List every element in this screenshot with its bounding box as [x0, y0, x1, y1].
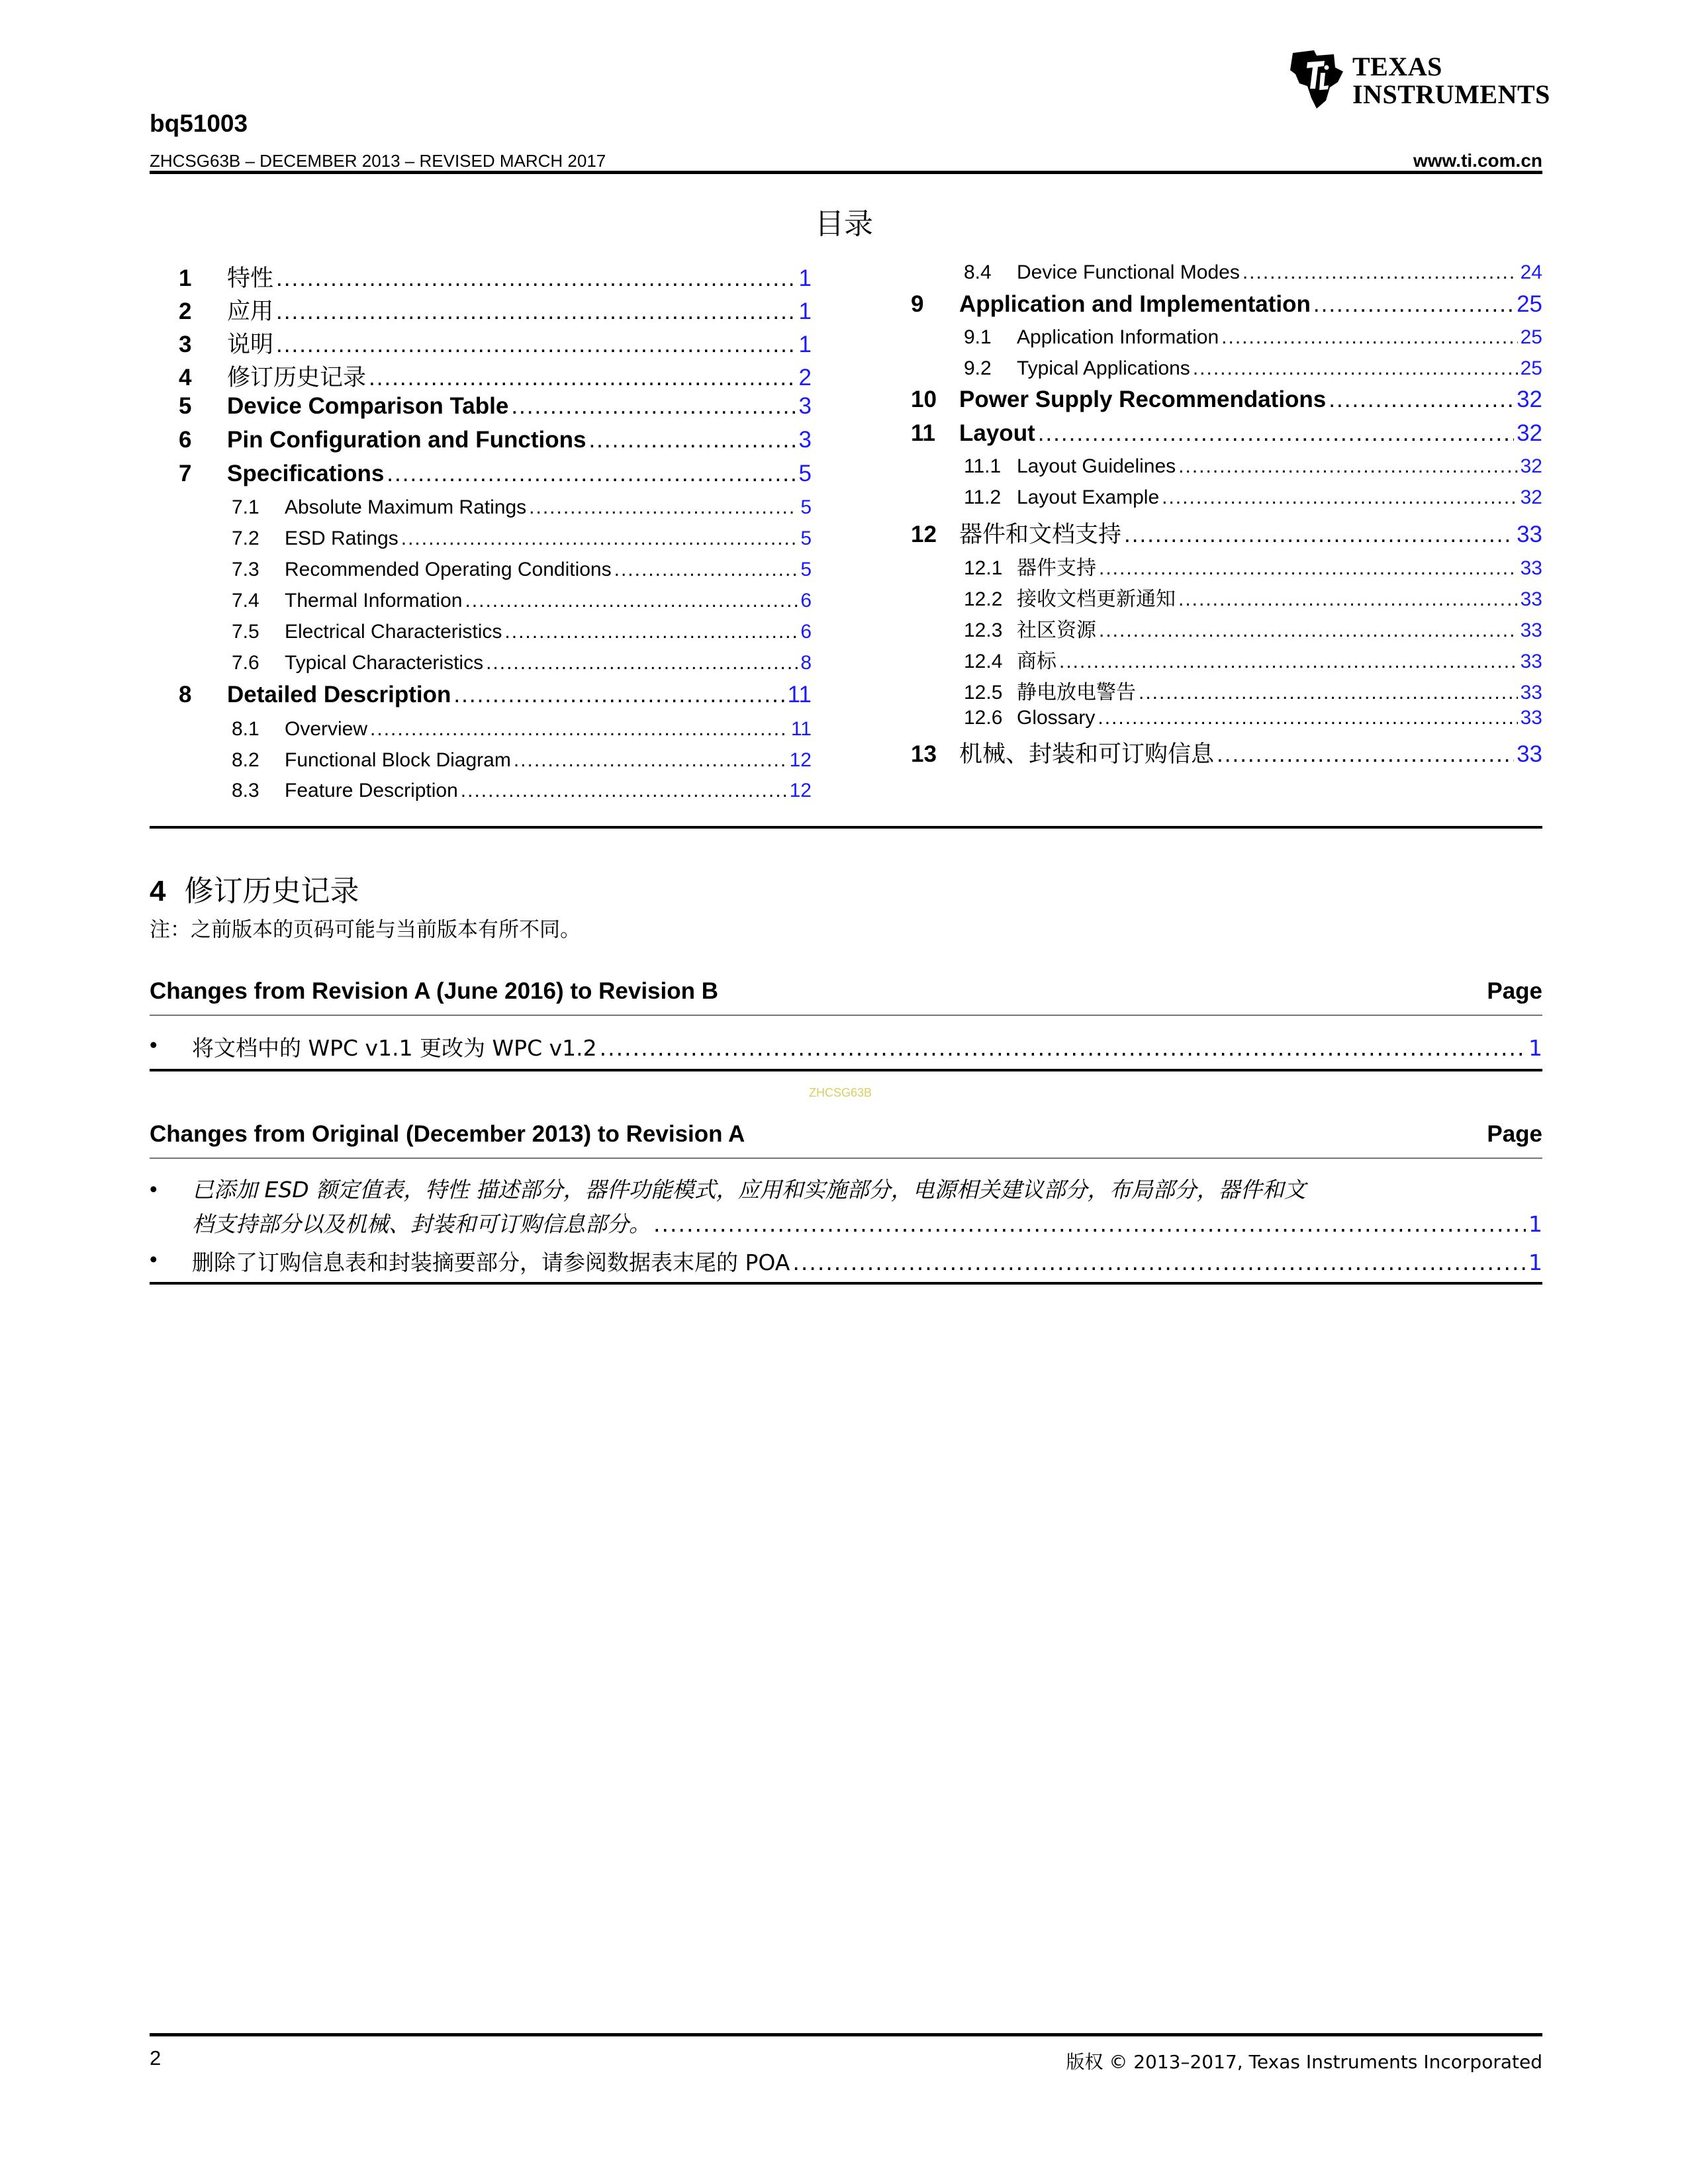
toc-entry[interactable] [964, 261, 1542, 284]
toc-entry-page-link[interactable]: 25 [1517, 291, 1542, 317]
leader-dots [653, 1211, 1526, 1237]
toc-entry-label[interactable]: Layout [959, 420, 1035, 446]
leader-dots [1139, 682, 1518, 704]
toc-entry-label[interactable]: 机械、封装和可订购信息 [959, 741, 1215, 768]
leader-dots [486, 652, 798, 674]
leader-dots [401, 527, 798, 550]
leader-dots [1221, 326, 1517, 349]
toc-entry-number: 7.3 [232, 559, 259, 580]
toc-entry-page-link[interactable]: 33 [1520, 588, 1542, 610]
leader-dots [1124, 522, 1514, 548]
toc-entry[interactable] [232, 749, 812, 772]
toc-entry-label[interactable]: 商标 [1017, 650, 1056, 673]
toc-entry-page-link[interactable]: 33 [1517, 522, 1542, 547]
toc-entry-label[interactable]: Layout Guidelines [1017, 455, 1176, 477]
bullet-icon: • [150, 1177, 158, 1201]
change-page-link[interactable]: 1 [1528, 1250, 1542, 1275]
changes-block-title: Changes from Original (December 2013) to Revision A [150, 1121, 745, 1147]
change-item [192, 1031, 1542, 1062]
toc-entry-number: 7.5 [232, 621, 259, 643]
toc-entry[interactable] [179, 326, 812, 359]
toc-entry-label[interactable]: Device Functional Modes [1017, 261, 1240, 283]
toc-entry[interactable] [232, 559, 812, 581]
toc-entry[interactable] [232, 652, 812, 674]
toc-entry-number: 7.4 [232, 590, 259, 612]
toc-entry-label[interactable]: Typical Characteristics [285, 652, 484, 674]
toc-entry-page-link[interactable]: 11 [790, 718, 812, 740]
toc-entry[interactable] [179, 461, 812, 487]
section-heading [150, 867, 359, 909]
leader-dots [614, 559, 798, 581]
toc-entry-page-link[interactable]: 24 [1520, 261, 1542, 283]
toc-entry-number: 8 [179, 682, 192, 707]
toc-entry-page-link[interactable]: 2 [798, 365, 812, 390]
bullet-icon: • [150, 1247, 158, 1271]
toc-entry[interactable] [232, 527, 812, 550]
toc-entry-page-link[interactable]: 3 [798, 427, 812, 453]
toc-entry[interactable] [964, 707, 1542, 729]
toc-entry-label[interactable]: Recommended Operating Conditions [285, 559, 612, 580]
divider [150, 1158, 1542, 1159]
toc-entry-number: 1 [179, 265, 192, 291]
toc-entry-page-link[interactable]: 1 [798, 298, 812, 324]
toc-entry-page-link[interactable]: 33 [1520, 682, 1542, 704]
toc-entry-number: 9 [911, 291, 924, 317]
revision-note: 注：之前版本的页码可能与当前版本有所不同。 [150, 918, 581, 942]
logo-line-1: TEXAS [1352, 52, 1442, 81]
toc-entry-number: 11.1 [964, 455, 1002, 477]
toc-entry-page-link[interactable]: 25 [1520, 357, 1542, 379]
section-title: 修订历史记录 [184, 874, 359, 908]
toc-entry-number: 12.4 [964, 651, 1003, 672]
change-item [192, 1207, 1542, 1238]
toc-entry-label[interactable]: 说明 [227, 332, 274, 358]
toc-entry[interactable] [964, 551, 1542, 580]
leader-dots [1099, 619, 1518, 642]
toc-entry-number: 12.5 [964, 682, 1003, 704]
literature-number: ZHCSG63B – DECEMBER 2013 – REVISED MARCH 2017 [150, 151, 606, 171]
toc-entry-label[interactable]: 应用 [227, 298, 274, 325]
toc-entry-label[interactable]: 修订历史记录 [227, 365, 367, 391]
toc-entry-page-link[interactable]: 6 [800, 621, 812, 643]
toc-entry-number: 10 [911, 387, 937, 412]
toc-entry[interactable] [179, 359, 812, 392]
toc-entry-page-link[interactable]: 5 [800, 527, 812, 549]
leader-dots [600, 1035, 1526, 1061]
leader-dots [1059, 651, 1518, 673]
toc-entry-number: 7.2 [232, 527, 259, 549]
toc-entry-number: 12.3 [964, 619, 1003, 641]
toc-entry-number: 8.4 [964, 261, 992, 283]
toc-entry-label[interactable]: Overview [285, 718, 368, 740]
toc-entry-page-link[interactable]: 5 [800, 559, 812, 580]
toc-entry-number: 7.6 [232, 652, 259, 674]
ti-logo [1288, 48, 1550, 114]
toc-entry-number: 12.6 [964, 707, 1003, 729]
leader-dots [276, 298, 796, 325]
toc-entry-label[interactable]: Glossary [1017, 707, 1096, 729]
toc-entry-page-link[interactable]: 6 [800, 590, 812, 612]
website-link[interactable]: www.ti.com.cn [1413, 150, 1542, 171]
leader-dots [387, 461, 796, 487]
toc-entry-page-link[interactable]: 33 [1517, 741, 1542, 767]
change-text-line1: 已添加 ESD 额定值表，特性 描述部分，器件功能模式，应用和实施部分，电源相关建议部分，布局部分，器件和文 [192, 1177, 1306, 1203]
toc-entry-label[interactable]: Layout Example [1017, 486, 1160, 508]
change-text-line2: 档支持部分以及机械、封装和可订购信息部分。 [192, 1211, 651, 1237]
toc-entry-label[interactable]: 静电放电警告 [1017, 681, 1136, 704]
leader-dots [1329, 387, 1514, 413]
block-rule [150, 1282, 1542, 1285]
section-number: 4 [150, 875, 166, 907]
toc-entry-page-link[interactable]: 11 [787, 682, 812, 707]
leader-dots [276, 265, 796, 292]
toc-entry-label[interactable]: Specifications [227, 461, 385, 486]
toc-entry-label[interactable]: Pin Configuration and Functions [227, 427, 586, 453]
toc-entry-number: 6 [179, 427, 192, 453]
toc-entry-number: 2 [179, 298, 192, 324]
toc-entry-label[interactable]: Thermal Information [285, 590, 463, 612]
leader-dots [369, 365, 796, 391]
leader-dots [465, 590, 798, 612]
leader-dots [1099, 557, 1518, 580]
change-text: 将文档中的 WPC v1.1 更改为 WPC v1.2 [192, 1035, 597, 1061]
change-text: 删除了订购信息表和封装摘要部分，请参阅数据表末尾的 POA [192, 1250, 790, 1275]
toc-entry[interactable] [911, 420, 1542, 447]
toc-entry[interactable] [911, 516, 1542, 549]
watermark-stamp: ZHCSG63B [809, 1086, 872, 1099]
leader-dots [1193, 357, 1518, 380]
ti-logo-icon [1288, 48, 1344, 111]
toc-entry-page-link[interactable]: 32 [1517, 420, 1542, 446]
toc-entry-page-link[interactable]: 33 [1520, 619, 1542, 641]
toc-entry[interactable] [232, 590, 812, 612]
leader-dots [529, 496, 798, 519]
divider [150, 1015, 1542, 1016]
leader-dots [511, 393, 796, 420]
toc-entry-page-link[interactable]: 33 [1520, 557, 1542, 579]
toc-entry-page-link[interactable]: 1 [798, 332, 812, 357]
toc-entry-page-link[interactable]: 1 [798, 265, 812, 291]
toc-entry[interactable] [232, 780, 812, 802]
change-item [192, 1246, 1542, 1277]
toc-entry-label[interactable]: Detailed Description [227, 682, 451, 707]
toc-entry-page-link[interactable]: 32 [1517, 387, 1542, 412]
toc-entry[interactable] [964, 645, 1542, 674]
logo-line-2: INSTRUMENTS [1352, 79, 1550, 109]
toc-entry[interactable] [179, 427, 812, 453]
change-page-link[interactable]: 1 [1528, 1211, 1542, 1237]
toc-entry-page-link[interactable]: 5 [798, 461, 812, 486]
toc-entry[interactable] [911, 291, 1542, 318]
toc-entry-number: 7.1 [232, 496, 259, 518]
toc-entry-label[interactable]: Electrical Characteristics [285, 621, 502, 643]
toc-entry-number: 8.3 [232, 780, 259, 801]
leader-dots [588, 427, 796, 453]
toc-entry[interactable] [964, 676, 1542, 705]
leader-dots [1243, 261, 1518, 284]
toc-entry[interactable] [911, 736, 1542, 769]
toc-entry-number: 12.1 [964, 557, 1003, 579]
toc-entry[interactable] [232, 621, 812, 643]
toc-entry-label[interactable]: Functional Block Diagram [285, 749, 511, 771]
toc-entry-number: 4 [179, 365, 192, 390]
toc-entry-label[interactable]: Application and Implementation [959, 291, 1311, 317]
toc-entry-label[interactable]: 特性 [227, 265, 274, 292]
leader-dots [1038, 420, 1514, 447]
toc-entry-number: 12.2 [964, 588, 1003, 610]
toc-entry-number: 3 [179, 332, 192, 357]
toc-entry-page-link[interactable]: 12 [789, 780, 812, 801]
leader-dots [1178, 455, 1517, 478]
toc-entry[interactable] [964, 614, 1542, 643]
toc-entry-number: 9.1 [964, 326, 992, 348]
page-column-label: Page [1487, 978, 1542, 1004]
toc-entry-number: 7 [179, 461, 192, 486]
toc-entry[interactable] [964, 582, 1542, 612]
toc-entry-page-link[interactable]: 12 [789, 749, 812, 771]
toc-entry-number: 12 [911, 522, 937, 547]
toc-entry-label[interactable]: Typical Applications [1017, 357, 1190, 379]
block-rule [150, 1069, 1542, 1071]
page-column-label: Page [1487, 1121, 1542, 1147]
bullet-icon: • [150, 1032, 158, 1057]
toc-entry-number: 9.2 [964, 357, 992, 379]
toc-entry-label[interactable]: Device Comparison Table [227, 393, 509, 419]
toc-entry-label[interactable]: ESD Ratings [285, 527, 399, 549]
leader-dots [461, 780, 787, 802]
leader-dots [1313, 291, 1514, 318]
toc-entry[interactable] [179, 260, 812, 293]
toc-entry-label[interactable]: Application Information [1017, 326, 1219, 348]
changes-block-header [150, 978, 1542, 1005]
toc-entry[interactable] [179, 293, 812, 326]
toc-entry-label[interactable]: 器件和文档支持 [959, 522, 1122, 548]
toc-entry-page-link[interactable]: 32 [1520, 455, 1542, 477]
footer-rule [150, 2033, 1542, 2036]
toc-entry-number: 8.2 [232, 749, 259, 771]
toc-entry[interactable] [964, 357, 1542, 380]
toc-entry-number: 8.1 [232, 718, 259, 740]
header-rule [150, 171, 1542, 174]
toc-entry-label[interactable]: 社区资源 [1017, 619, 1096, 642]
toc-entry-label[interactable]: Feature Description [285, 780, 458, 801]
toc-entry-number: 11 [911, 420, 935, 446]
toc-entry-number: 11.2 [964, 486, 1002, 508]
leader-dots [370, 718, 788, 741]
toc-entry-page-link[interactable]: 25 [1520, 326, 1542, 348]
change-page-link[interactable]: 1 [1528, 1035, 1542, 1061]
toc-entry-page-link[interactable]: 33 [1520, 651, 1542, 672]
document-id: bq51003 [150, 110, 248, 137]
toc-entry-page-link[interactable]: 32 [1520, 486, 1542, 508]
toc-entry[interactable] [179, 682, 812, 708]
leader-dots [1217, 741, 1514, 768]
toc-entry[interactable] [911, 387, 1542, 413]
toc-entry-label[interactable]: Absolute Maximum Ratings [285, 496, 527, 518]
toc-entry[interactable] [232, 496, 812, 519]
toc-entry-page-link[interactable]: 8 [800, 652, 812, 674]
toc-entry-page-link[interactable]: 5 [800, 496, 812, 518]
changes-block-title: Changes from Revision A (June 2016) to Revision B [150, 978, 718, 1004]
copyright: 版权 © 2013–2017, Texas Instruments Incorporated [1066, 2051, 1542, 2073]
changes-block-header [150, 1121, 1542, 1148]
page-number: 2 [150, 2046, 162, 2070]
toc-entry[interactable] [964, 486, 1542, 509]
toc-entry-page-link[interactable]: 3 [798, 393, 812, 419]
leader-dots [1178, 588, 1518, 611]
toc-entry[interactable] [964, 326, 1542, 349]
leader-dots [1098, 707, 1517, 729]
toc-entry[interactable] [964, 455, 1542, 478]
toc-entry-page-link[interactable]: 33 [1520, 707, 1542, 729]
toc-entry-label[interactable]: 器件支持 [1017, 557, 1096, 580]
leader-dots [504, 621, 798, 643]
toc-entry-label[interactable]: Power Supply Recommendations [959, 387, 1327, 412]
toc-entry-number: 13 [911, 741, 937, 767]
leader-dots [453, 682, 784, 708]
toc-title: 目录 [815, 207, 873, 241]
leader-dots [792, 1250, 1526, 1275]
toc-entry-label[interactable]: 接收文档更新通知 [1017, 588, 1176, 611]
toc-bottom-rule [150, 826, 1542, 829]
leader-dots [1162, 486, 1517, 509]
leader-dots [276, 332, 796, 358]
toc-entry[interactable] [232, 718, 812, 741]
toc-entry-number: 5 [179, 393, 192, 419]
toc-entry[interactable] [179, 393, 812, 420]
leader-dots [514, 749, 787, 772]
